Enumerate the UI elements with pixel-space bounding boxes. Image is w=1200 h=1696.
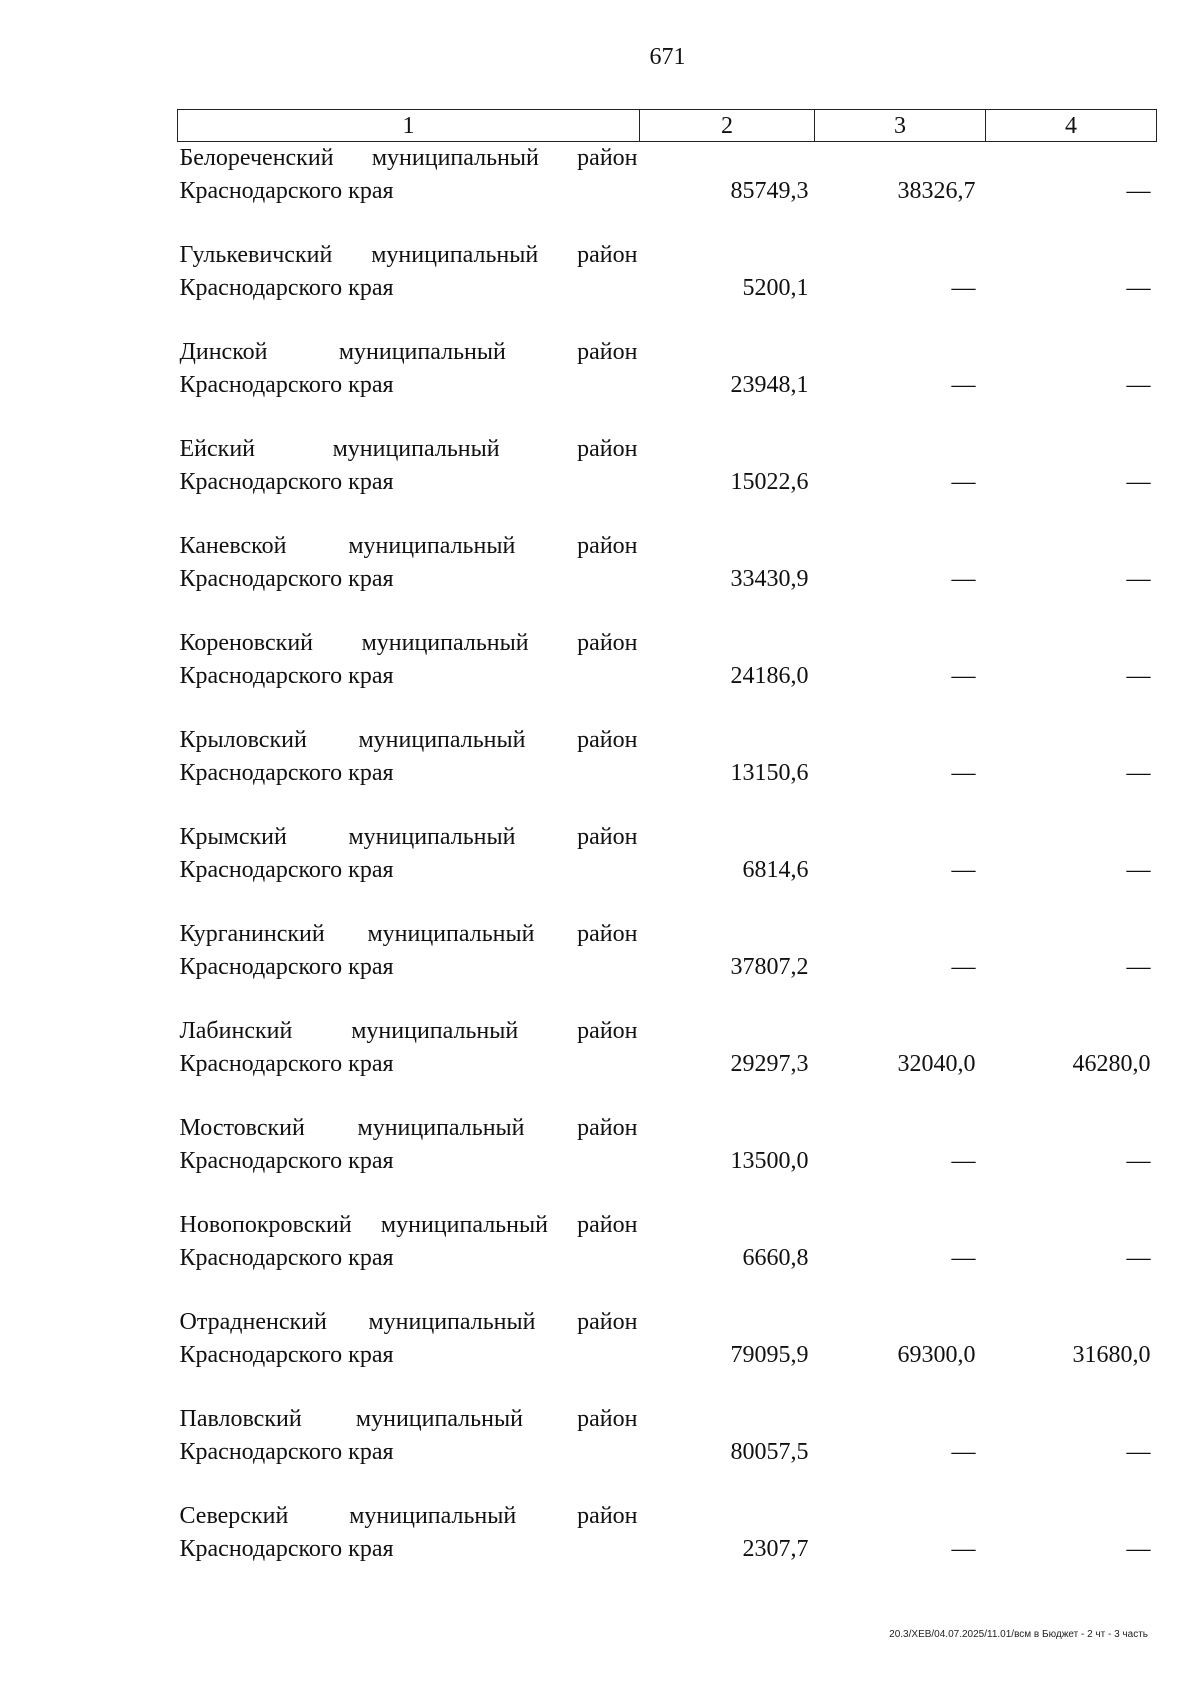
value-col-3: — <box>951 565 976 592</box>
table-row <box>178 1403 1157 1500</box>
value-col-2: 2307,7 <box>742 1535 809 1562</box>
value-col-4: — <box>1126 856 1151 883</box>
value-col-2: 24186,0 <box>730 662 809 689</box>
value-col-3: 69300,0 <box>897 1341 976 1368</box>
column-header-4: 4 <box>986 110 1157 142</box>
district-name: Крыловский муниципальный район Краснодарского края <box>179 726 638 786</box>
table-row <box>178 1209 1157 1306</box>
value-col-3: — <box>951 953 976 980</box>
table-row <box>178 1500 1157 1597</box>
table-row <box>178 821 1157 918</box>
district-name-cell <box>178 918 640 1015</box>
document-footer-code: 20.3/XEB/04.07.2025/11.01/всм в Бюджет - 2 чт - 3 часть <box>889 1629 1148 1640</box>
district-name-cell <box>178 433 640 530</box>
district-name-cell <box>178 142 640 239</box>
value-col-4: 31680,0 <box>1072 1341 1151 1368</box>
value-col-4: — <box>1126 662 1151 689</box>
table-header-row <box>178 110 1157 142</box>
value-col-2: 5200,1 <box>742 274 809 301</box>
value-col-4: — <box>1126 1147 1151 1174</box>
value-col-2: 6660,8 <box>742 1244 809 1271</box>
table-row <box>178 530 1157 627</box>
value-col-2: 80057,5 <box>730 1438 809 1465</box>
district-name-cell <box>178 1209 640 1306</box>
table-row <box>178 1015 1157 1112</box>
value-col-4: — <box>1126 953 1151 980</box>
value-col-4: — <box>1126 274 1151 301</box>
district-name: Ейский муниципальный район Краснодарского края <box>179 435 638 495</box>
district-name: Каневской муниципальный район Краснодарского края <box>179 532 638 592</box>
table-row <box>178 1306 1157 1403</box>
district-name: Белореченский муниципальный район Краснодарского края <box>179 145 638 204</box>
value-col-3: — <box>951 371 976 398</box>
column-header-2: 2 <box>640 110 815 142</box>
value-col-3: — <box>951 1438 976 1465</box>
table-row <box>178 1112 1157 1209</box>
value-col-3: — <box>951 856 976 883</box>
value-col-2: 15022,6 <box>730 468 809 495</box>
value-col-3: — <box>951 274 976 301</box>
district-name: Гулькевичский муниципальный район Краснодарского края <box>179 241 638 301</box>
district-name: Курганинский муниципальный район Краснодарского края <box>179 920 638 980</box>
table-row <box>178 239 1157 336</box>
table-row <box>178 142 1157 239</box>
district-name-cell <box>178 724 640 821</box>
value-col-3: — <box>951 468 976 495</box>
district-name: Павловский муниципальный район Краснодарского края <box>179 1405 638 1465</box>
value-col-2: 23948,1 <box>730 371 809 398</box>
table-row <box>178 627 1157 724</box>
value-col-2: 37807,2 <box>730 953 809 980</box>
budget-table <box>177 109 1157 1597</box>
column-header-3: 3 <box>815 110 986 142</box>
value-col-2: 13500,0 <box>730 1147 809 1174</box>
value-col-4: — <box>1126 178 1151 204</box>
value-col-2: 6814,6 <box>742 856 809 883</box>
district-name: Крымский муниципальный район Краснодарского края <box>179 823 638 883</box>
table-row <box>178 336 1157 433</box>
value-col-2: 33430,9 <box>730 565 809 592</box>
district-name-cell <box>178 821 640 918</box>
district-name-cell <box>178 336 640 433</box>
district-name-cell <box>178 1500 640 1597</box>
table-row <box>178 918 1157 1015</box>
district-name: Мостовский муниципальный район Краснодарского края <box>179 1114 638 1174</box>
value-col-4: — <box>1126 565 1151 592</box>
district-name-cell <box>178 627 640 724</box>
district-name: Новопокровский муниципальный район Краснодарского края <box>179 1211 638 1271</box>
value-col-2: 79095,9 <box>730 1341 809 1368</box>
district-name-cell <box>178 1015 640 1112</box>
table-row <box>178 724 1157 821</box>
value-col-4: — <box>1126 468 1151 495</box>
table-row <box>178 433 1157 530</box>
value-col-4: 46280,0 <box>1072 1050 1151 1077</box>
district-name-cell <box>178 1306 640 1403</box>
value-col-4: — <box>1126 759 1151 786</box>
value-col-3: 32040,0 <box>897 1050 976 1077</box>
district-name: Кореновский муниципальный район Краснодарского края <box>179 629 638 689</box>
value-col-3: — <box>951 1147 976 1174</box>
value-col-2: 29297,3 <box>730 1050 809 1077</box>
district-name: Динской муниципальный район Краснодарского края <box>179 338 638 398</box>
value-col-4: — <box>1126 1535 1151 1562</box>
value-col-4: — <box>1126 371 1151 398</box>
district-name-cell <box>178 1112 640 1209</box>
district-name: Северский муниципальный район Краснодарского края <box>179 1502 638 1562</box>
column-header-1: 1 <box>178 110 640 142</box>
value-col-3: — <box>951 759 976 786</box>
district-name-cell <box>178 530 640 627</box>
value-col-4: — <box>1126 1244 1151 1271</box>
value-col-4: — <box>1126 1438 1151 1465</box>
district-name-cell <box>178 239 640 336</box>
page-number: 671 <box>649 44 686 70</box>
value-col-2: 13150,6 <box>730 759 809 786</box>
district-name: Отрадненский муниципальный район Краснодарского края <box>179 1308 638 1368</box>
district-name: Лабинский муниципальный район Краснодарского края <box>179 1017 638 1077</box>
value-col-2: 85749,3 <box>730 178 809 204</box>
district-name-cell <box>178 1403 640 1500</box>
value-col-3: 38326,7 <box>897 178 976 204</box>
value-col-3: — <box>951 1535 976 1562</box>
value-col-3: — <box>951 662 976 689</box>
value-col-3: — <box>951 1244 976 1271</box>
